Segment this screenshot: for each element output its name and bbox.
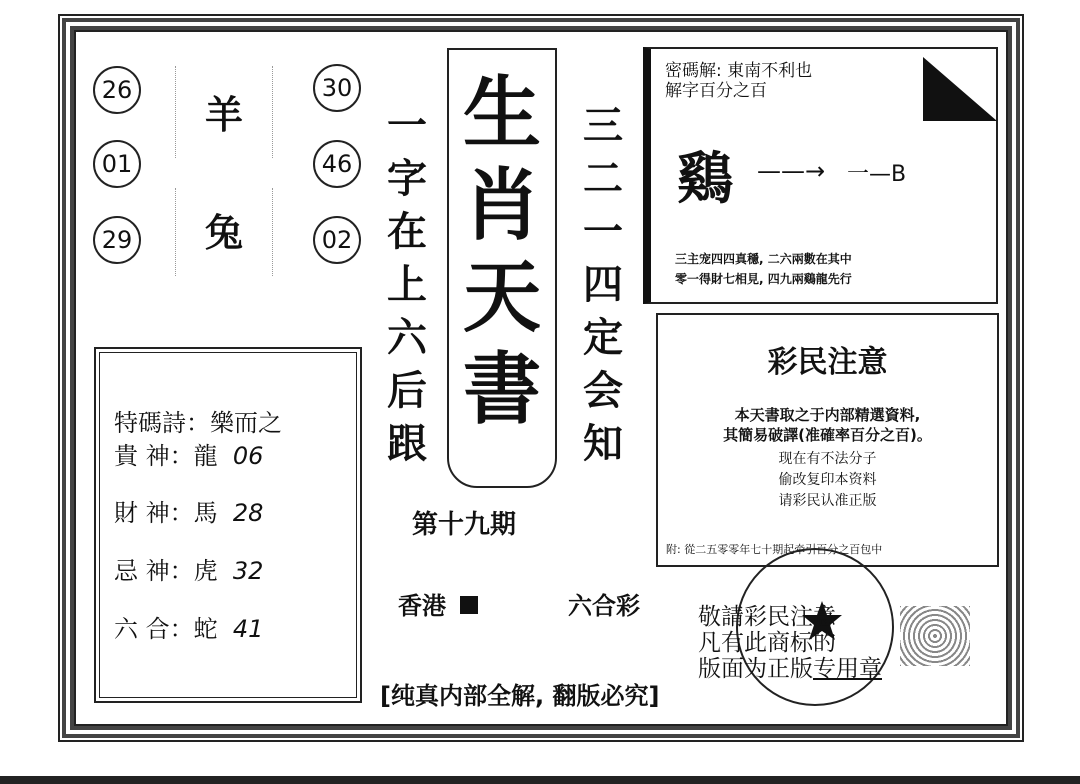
number-circle: 01 <box>93 140 141 188</box>
notice-warning <box>658 449 997 512</box>
seal-text: 专用章 <box>813 656 882 682</box>
notice-box <box>656 313 999 567</box>
number-circle: 46 <box>313 140 361 188</box>
lottery-label: 六合彩 <box>568 592 640 620</box>
vertical-char: 四 <box>583 262 623 308</box>
poem-animal: 蛇 <box>193 615 218 643</box>
zodiac-rabbit: 兔 <box>204 211 243 255</box>
poem-label: 六 合： <box>114 615 194 643</box>
verse-line: 零一得財七相見, 四九兩鷄龍先行 <box>675 272 852 286</box>
title-box <box>447 48 557 488</box>
vertical-char: 定 <box>583 315 623 361</box>
poem-box <box>94 347 362 703</box>
poem-label: 財 神： <box>114 499 194 527</box>
title-char: 肖 <box>462 161 541 251</box>
notice-line: 本天書取之于内部精選資料, <box>734 406 921 424</box>
zodiac-cell <box>175 66 273 158</box>
vertical-char: 会 <box>583 368 623 414</box>
code-box <box>643 47 998 304</box>
arrow-icon: ——→ <box>757 157 826 185</box>
vertical-char: 二 <box>583 156 623 202</box>
code-line: 解字百分之百 <box>665 81 767 101</box>
code-animal: 鷄 <box>677 147 733 212</box>
stamp-line: 版面为正版专用章 <box>698 656 882 682</box>
poem-line <box>114 551 263 586</box>
poem-animal: 龍 <box>193 442 218 470</box>
zodiac-cell <box>175 188 273 276</box>
title-char: 生 <box>462 69 541 159</box>
number-circle: 30 <box>313 64 361 112</box>
notice-body <box>658 405 997 445</box>
scan-edge <box>0 776 1080 784</box>
stamp-line: 凡有此商标的 <box>698 630 836 656</box>
bottom-banner: [纯真内部全解, 翻版必究] <box>380 682 660 710</box>
poem-number: 06 <box>232 442 264 470</box>
triangle-icon <box>919 55 999 123</box>
poem-label: 貴 神： <box>114 442 194 470</box>
vertical-char: 三 <box>583 103 623 149</box>
notice-line: 现在有不法分子 <box>778 451 877 467</box>
notice-line: 偷改复印本资料 <box>778 472 877 488</box>
poem-line <box>114 493 263 528</box>
stamp-text <box>698 604 882 682</box>
vertical-char: 上 <box>387 262 427 308</box>
page-title <box>449 68 555 436</box>
poem-label: 忌 神： <box>114 557 194 585</box>
code-verse <box>675 249 852 289</box>
notice-title: 彩民注意 <box>767 345 888 380</box>
stamp-line: 敬請彩民注意 <box>698 604 836 630</box>
verse-line: 三主宠四四真穩, 二六兩數在其中 <box>675 252 852 266</box>
poem-header: 特碼詩：樂而之 <box>114 409 282 437</box>
vertical-char: 跟 <box>387 421 427 467</box>
code-result: 一—B <box>847 162 907 187</box>
title-char: 書 <box>462 345 541 435</box>
poem-line <box>114 609 263 644</box>
vertical-char: 字 <box>387 156 427 202</box>
vertical-char: 一 <box>387 103 427 149</box>
notice-line: 其簡易破譯(准確率百分之百)。 <box>723 426 932 444</box>
hk-label <box>398 586 478 621</box>
hk-label-text: 香港 <box>398 592 446 620</box>
seal-pattern <box>900 606 970 666</box>
vertical-char: 六 <box>387 315 427 361</box>
vertical-hint-right <box>578 100 628 471</box>
code-hint <box>665 61 812 101</box>
notice-line: 请彩民认准正版 <box>778 493 877 509</box>
number-circle: 26 <box>93 66 141 114</box>
poem-number: 32 <box>232 557 264 585</box>
square-icon <box>460 596 478 614</box>
vertical-char: 一 <box>583 209 623 255</box>
vertical-char: 知 <box>583 421 623 467</box>
number-circle: 29 <box>93 216 141 264</box>
poem-number: 28 <box>232 499 264 527</box>
poem-line <box>114 436 263 471</box>
code-line: 密碼解: 東南不利也 <box>665 61 813 81</box>
vertical-char: 后 <box>387 368 427 414</box>
vertical-char: 在 <box>387 209 427 255</box>
poem-animal: 馬 <box>193 499 218 527</box>
notice-footnote: 附: 從二五零零年七十期起牵引百分之百包中 <box>666 543 883 556</box>
vertical-hint-left <box>382 100 432 471</box>
title-char: 天 <box>462 253 541 343</box>
zodiac-sheep: 羊 <box>204 93 243 137</box>
issue-number: 第十九期 <box>412 510 517 540</box>
number-circle: 02 <box>313 216 361 264</box>
poem-number: 41 <box>232 615 264 643</box>
poem-animal: 虎 <box>193 557 218 585</box>
